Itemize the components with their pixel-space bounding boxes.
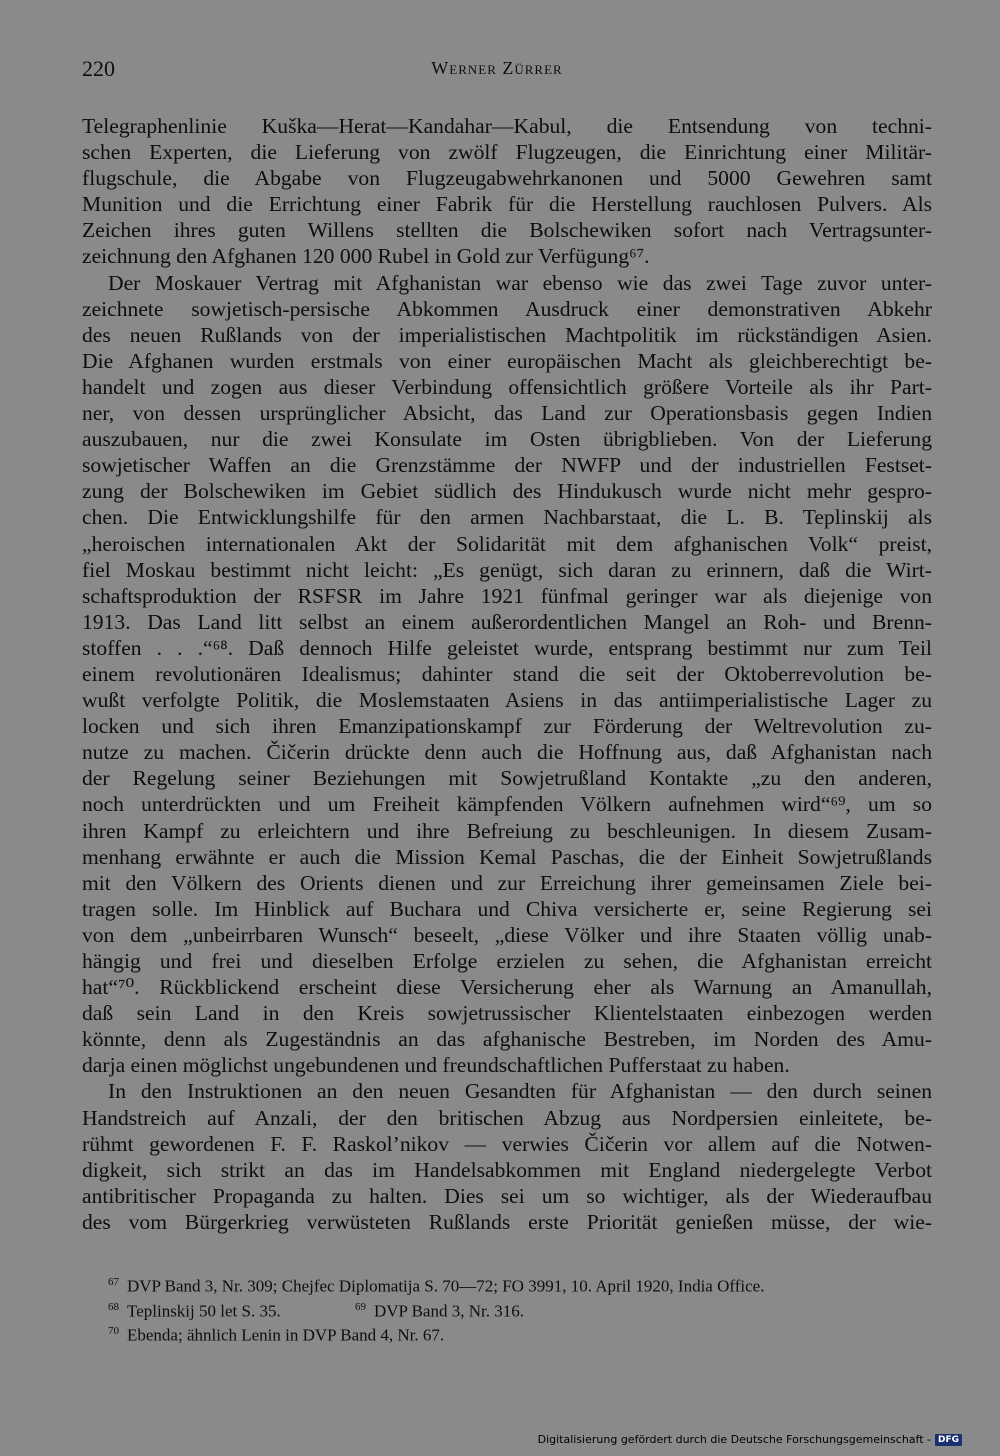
footnotes bbox=[108, 1272, 928, 1346]
text-line: locken und sich ihren Emanzipationskampf zur Förderung der Weltrevolution zu- bbox=[82, 714, 932, 739]
footnote-number: 70 bbox=[108, 1325, 119, 1338]
footnote-text: Ebenda; ähnlich Lenin in DVP Band 4, Nr. 67. bbox=[127, 1325, 445, 1345]
text-line: noch unterdrückten und um Freiheit kämpfenden Völkern aufnehmen wird“⁶⁹, um so bbox=[82, 792, 932, 817]
text-line: stoffen . . .“⁶⁸. Daß dennoch Hilfe geleistet wurde, entsprang bestimmt nur zum Teil bbox=[82, 635, 932, 660]
text-line: schaftsproduktion der RSFSR im Jahre 1921 fünfmal geringer war als diejenige von bbox=[82, 583, 932, 608]
footnote-68-69 bbox=[108, 1297, 928, 1322]
text-line: tragen solle. Im Hinblick auf Buchara und Chiva versicherte er, seine Regierung sei bbox=[82, 896, 932, 921]
text-line: hat“⁷⁰. Rückblickend erscheint diese Versicherung eher als Warnung an Amanullah, bbox=[82, 975, 932, 1000]
footnote-number: 67 bbox=[108, 1276, 119, 1288]
text-line: Telegraphenlinie Kuška—Herat—Kandahar—Kabul, die Entsendung von techni- bbox=[82, 114, 932, 138]
text-line: von dem „unbeirrbaren Wunsch“ beseelt, „diese Völker und ihre Staaten völlig unab- bbox=[82, 922, 932, 947]
text-line: menhang erwähnte er auch die Mission Kemal Paschas, die der Einheit Sowjetrußlands bbox=[82, 844, 932, 869]
text-line: nutze zu machen. Čičerin drückte denn auch die Hoffnung aus, daß Afghanistan nach bbox=[82, 740, 932, 765]
footnote-number: 68 bbox=[108, 1300, 119, 1313]
text-line: Die Afghanen wurden erstmals von einer europäischen Macht als gleichberechtigt be- bbox=[82, 348, 932, 373]
footnote-70 bbox=[108, 1321, 928, 1346]
text-line: 1913. Das Land litt selbst an einem außerordentlichen Mangel an Roh- und Brenn- bbox=[82, 609, 932, 634]
text-line: „heroischen internationalen Akt der Solidarität mit dem afghanischen Volk“ preist, bbox=[82, 531, 932, 556]
text-line: chen. Die Entwicklungshilfe für den armen Nachbarstaat, die L. B. Teplinskij als bbox=[82, 505, 932, 530]
digitization-credit bbox=[538, 1433, 962, 1446]
text-line: sowjetischer Waffen an die Grenzstämme der NWFP und der industriellen Festset- bbox=[82, 453, 932, 478]
text-line: ner, von dessen ursprünglicher Absicht, das Land zur Operationsbasis gegen Indien bbox=[82, 401, 932, 426]
footnote-number: 69 bbox=[354, 1300, 366, 1313]
text-line: könnte, denn als Zugeständnis an das afghanische Bestreben, im Norden des Amu- bbox=[82, 1027, 932, 1052]
text-line: des neuen Rußlands von der imperialistischen Machtpolitik im rückständigen Asien. bbox=[82, 322, 932, 347]
text-line: einem revolutionären Idealismus; dahinter stand die seit der Oktoberrevolution be- bbox=[82, 661, 932, 686]
footnote-text: DVP Band 3, Nr. 316. bbox=[373, 1301, 524, 1321]
footnote-text: DVP Band 3, Nr. 309; Chejfec Diplomatija S. 70—72; FO 3991, 10. April 1920, India Office. bbox=[127, 1276, 765, 1296]
text-line: schen Experten, die Lieferung von zwölf Flugzeugen, die Einrichtung einer Militär- bbox=[82, 140, 932, 165]
text-line: zung der Bolschewiken im Gebiet südlich des Hindukusch wurde nicht mehr gespro- bbox=[82, 479, 932, 504]
text-line: auszubauen, nur die zwei Konsulate im Osten übrigblieben. Von der Lieferung bbox=[82, 427, 932, 452]
page-header bbox=[82, 56, 912, 86]
page-number: 220 bbox=[82, 56, 115, 81]
text-line: wußt verfolgte Politik, die Moslemstaaten Asiens in das antiimperialistische Lager zu bbox=[82, 688, 932, 713]
text-line: Munition und die Errichtung einer Fabrik für die Herstellung rauchlosen Pulvers. Als bbox=[82, 192, 932, 217]
text-line: mit den Völkern des Orients dienen und zur Erreichung ihrer gemeinsamen Ziele bei- bbox=[82, 870, 932, 895]
running-head: Werner Zürrer bbox=[431, 58, 563, 78]
footnote-67 bbox=[108, 1272, 928, 1297]
dfg-logo: DFG bbox=[935, 1434, 962, 1446]
text-line: Zeichen ihres guten Willens stellten die Bolschewiken sofort nach Vertragsunter- bbox=[82, 218, 932, 243]
text-line: zeichnete sowjetisch-persische Abkommen Ausdruck einer demonstrativen Abkehr bbox=[82, 296, 932, 321]
text-line: digkeit, sich strikt an das im Handelsabkommen mit England niedergelegte Verbot bbox=[82, 1157, 932, 1182]
text-line: ihren Kampf zu erleichtern und ihre Befreiung zu beschleunigen. In diesem Zusam- bbox=[82, 818, 932, 843]
text-line: antibritischer Propaganda zu halten. Dies sei um so wichtiger, als der Wiederaufbau bbox=[82, 1183, 932, 1208]
text-line: hängig und frei und dieselben Erfolge erzielen zu sehen, die Afghanistan erreicht bbox=[82, 949, 932, 973]
text-line: darja einen möglichst ungebundenen und freundschaftlichen Pufferstaat zu haben. bbox=[82, 1053, 790, 1078]
text-line: Der Moskauer Vertrag mit Afghanistan war ebenso wie das zwei Tage zuvor unter- bbox=[108, 270, 932, 295]
text-line: der Regelung seiner Beziehungen mit Sowjetrußland Kontakte „zu den anderen, bbox=[82, 766, 932, 791]
credit-text: Digitalisierung gefördert durch die Deutsche Forschungsgemeinschaft - bbox=[537, 1433, 931, 1446]
footnote-text: Teplinskij 50 let S. 35. bbox=[127, 1301, 281, 1321]
text-line: flugschule, die Abgabe von Flugzeugabwehrkanonen und 5000 Gewehren samt bbox=[82, 166, 932, 191]
text-line: daß sein Land in den Kreis sowjetrussischer Klientelstaaten einbezogen werden bbox=[82, 1001, 932, 1026]
text-line: des vom Bürgerkrieg verwüsteten Rußlands erste Priorität genießen müsse, der wie- bbox=[82, 1209, 932, 1234]
body-text bbox=[82, 113, 932, 1235]
text-line: Handstreich auf Anzali, der den britischen Abzug aus Nordpersien einleitete, be- bbox=[82, 1105, 932, 1130]
text-line: zeichnung den Afghanen 120 000 Rubel in Gold zur Verfügung⁶⁷. bbox=[82, 244, 650, 269]
text-line: handelt und zogen aus dieser Verbindung offensichtlich größere Vorteile als ihr Part- bbox=[82, 374, 932, 399]
text-line: In den Instruktionen an den neuen Gesandten für Afghanistan — den durch seinen bbox=[108, 1079, 932, 1104]
text-line: rühmt gewordenen F. F. Raskol’nikov — verwies Čičerin vor allem auf die Notwen- bbox=[82, 1131, 932, 1156]
text-line: fiel Moskau bestimmt nicht leicht: „Es genügt, sich daran zu erinnern, daß die Wirt- bbox=[82, 557, 932, 582]
